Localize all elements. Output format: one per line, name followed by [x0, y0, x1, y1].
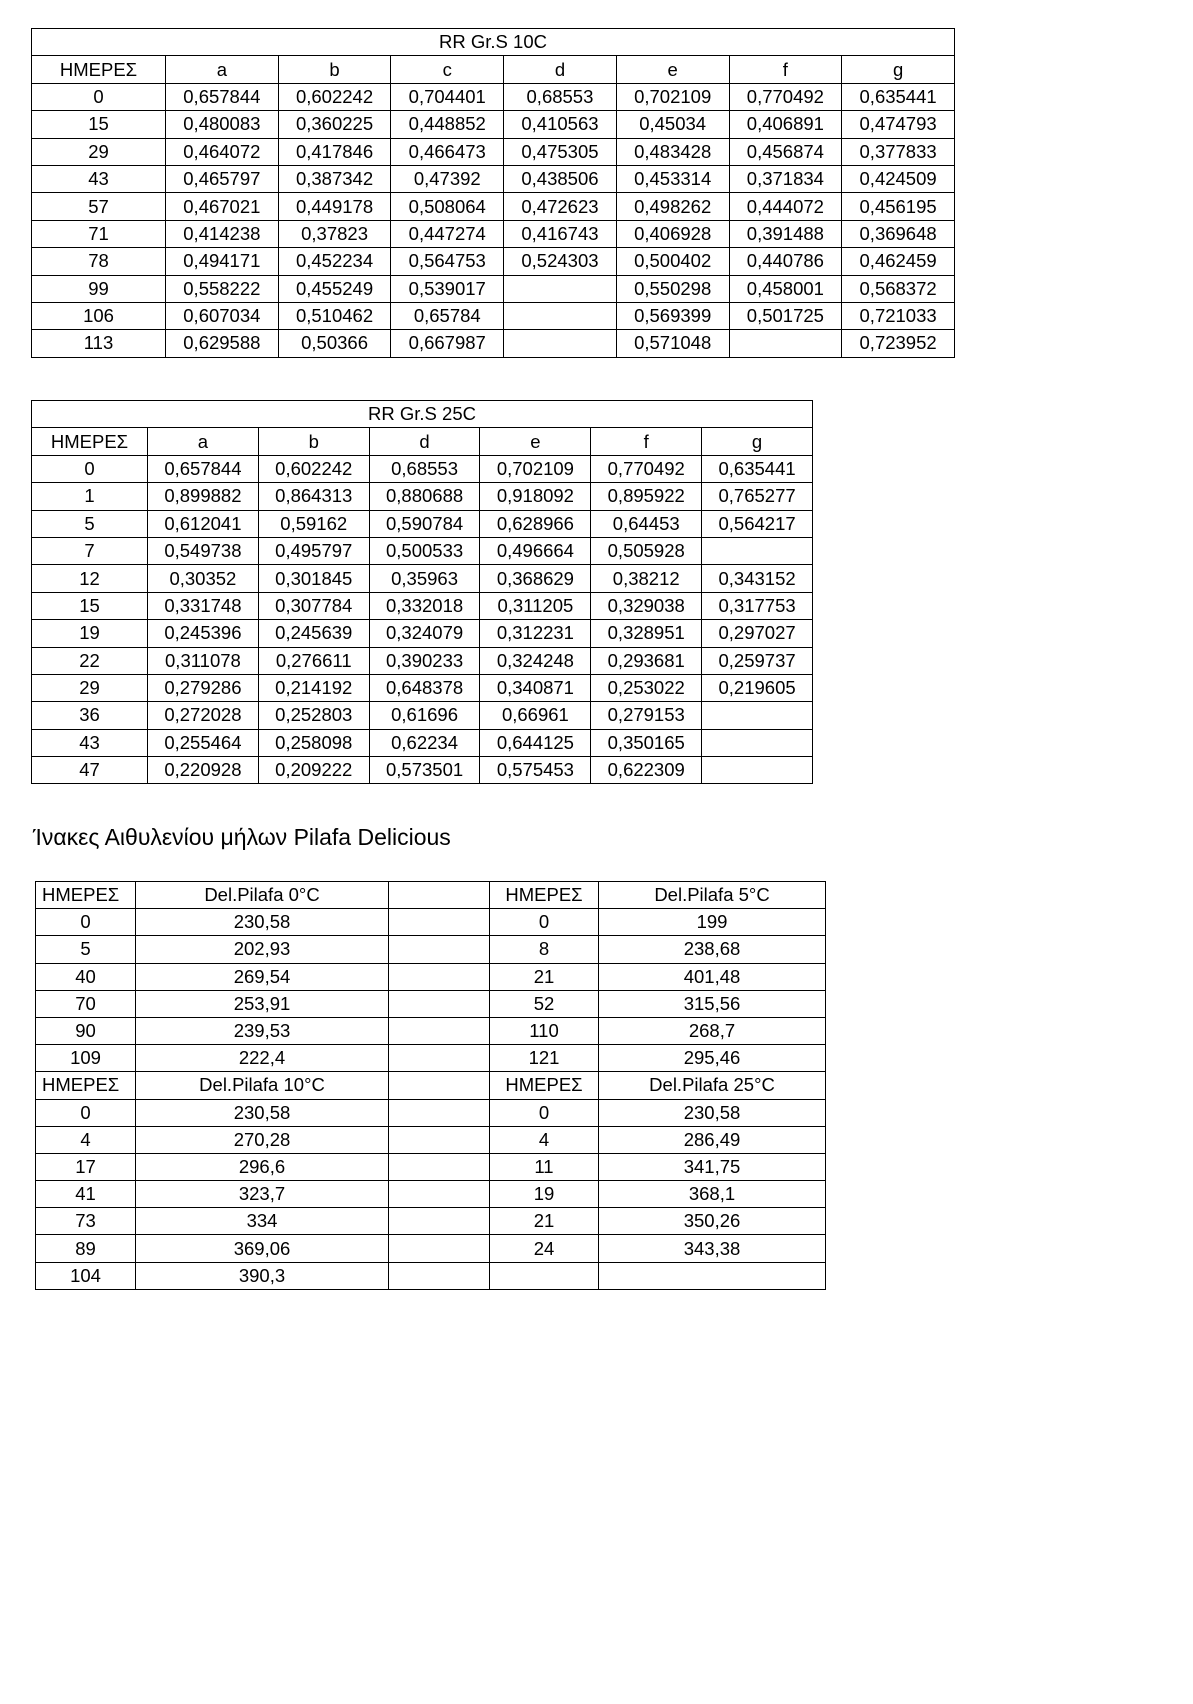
value-cell: 0,61696 [369, 702, 480, 729]
value-cell: 0,496664 [480, 537, 591, 564]
value-cell: 0,62234 [369, 729, 480, 756]
value-cell: 0,494171 [166, 248, 279, 275]
value-cell: 0,456874 [729, 138, 842, 165]
value-cell: 334 [136, 1208, 389, 1235]
table-row [36, 1181, 826, 1208]
value-cell: 0,558222 [166, 275, 279, 302]
day-cell: 43 [32, 729, 148, 756]
value-cell: 0,568372 [842, 275, 955, 302]
value-cell: 0,65784 [391, 302, 504, 329]
value-cell: 0,50366 [278, 330, 391, 357]
value-cell: 0,444072 [729, 193, 842, 220]
value-cell: 0,209222 [258, 757, 369, 784]
column-header: f [729, 56, 842, 83]
value-cell: 0,406891 [729, 111, 842, 138]
value-cell: 0,245396 [148, 620, 259, 647]
value-cell: 0,406928 [616, 220, 729, 247]
value-cell: 0,301845 [258, 565, 369, 592]
value-cell: 0,447274 [391, 220, 504, 247]
value-cell: 0,297027 [702, 620, 813, 647]
column-header: e [480, 428, 591, 455]
value-cell: 0,590784 [369, 510, 480, 537]
table-row [36, 1126, 826, 1153]
value-cell: 0,702109 [480, 455, 591, 482]
day-cell: 12 [32, 565, 148, 592]
table-rr-grs-10c [31, 28, 955, 358]
value-cell: 0,602242 [278, 83, 391, 110]
table-row [36, 963, 826, 990]
value-cell: 0,417846 [278, 138, 391, 165]
table-row [32, 83, 955, 110]
value-cell: 0,245639 [258, 620, 369, 647]
table-row [36, 1099, 826, 1126]
day-cell: 73 [36, 1208, 136, 1235]
value-cell: 0,68553 [369, 455, 480, 482]
value-cell: 270,28 [136, 1126, 389, 1153]
value-cell: 390,3 [136, 1262, 389, 1289]
table-row [32, 275, 955, 302]
value-cell: 0,328951 [591, 620, 702, 647]
value-cell: 52 [490, 990, 599, 1017]
value-cell: 368,1 [599, 1181, 826, 1208]
value-cell: 239,53 [136, 1017, 389, 1044]
table-title: RR Gr.S 10C [32, 29, 955, 56]
value-cell: Del.Pilafa 10°C [136, 1072, 389, 1099]
value-cell: 0,66961 [480, 702, 591, 729]
value-cell [504, 275, 617, 302]
value-cell: 0,501725 [729, 302, 842, 329]
table-row [32, 455, 813, 482]
value-cell [702, 729, 813, 756]
table-row [36, 1072, 826, 1099]
section-heading: Ίνακες Αιθυλενίου μήλων Pilafa Delicious [33, 824, 451, 850]
day-cell: 90 [36, 1017, 136, 1044]
table-row [32, 592, 813, 619]
value-cell: 0,539017 [391, 275, 504, 302]
value-cell: 21 [490, 1208, 599, 1235]
value-cell: 0,343152 [702, 565, 813, 592]
value-cell: 0,340871 [480, 674, 591, 701]
value-cell [389, 1126, 490, 1153]
value-cell: 0,657844 [148, 455, 259, 482]
value-cell: 341,75 [599, 1153, 826, 1180]
day-cell: 29 [32, 674, 148, 701]
table-row [32, 510, 813, 537]
value-cell [389, 1017, 490, 1044]
value-cell: 0,387342 [278, 165, 391, 192]
value-cell: 0,219605 [702, 674, 813, 701]
value-cell: 0,424509 [842, 165, 955, 192]
value-cell: 0,30352 [148, 565, 259, 592]
table-row [32, 483, 813, 510]
value-cell: 0,571048 [616, 330, 729, 357]
value-cell: 0,475305 [504, 138, 617, 165]
value-cell: 0,214192 [258, 674, 369, 701]
value-cell: 0,765277 [702, 483, 813, 510]
value-cell [389, 1208, 490, 1235]
day-cell: 41 [36, 1181, 136, 1208]
day-cell: 47 [32, 757, 148, 784]
value-cell: 0,569399 [616, 302, 729, 329]
table-row [32, 193, 955, 220]
value-cell: 0,449178 [278, 193, 391, 220]
value-cell: 0,324079 [369, 620, 480, 647]
table-row [36, 1262, 826, 1289]
value-cell: 0,465797 [166, 165, 279, 192]
table-row [32, 674, 813, 701]
table-row [32, 757, 813, 784]
value-cell: 0,38212 [591, 565, 702, 592]
value-cell: 296,6 [136, 1153, 389, 1180]
day-cell: 0 [32, 455, 148, 482]
value-cell: 295,46 [599, 1045, 826, 1072]
value-cell [389, 990, 490, 1017]
value-cell [389, 1262, 490, 1289]
day-cell: 36 [32, 702, 148, 729]
column-header: d [504, 56, 617, 83]
value-cell: 0,510462 [278, 302, 391, 329]
table-row [36, 936, 826, 963]
value-cell: 0,279286 [148, 674, 259, 701]
day-cell: 17 [36, 1153, 136, 1180]
column-header: g [702, 428, 813, 455]
value-cell: 0,575453 [480, 757, 591, 784]
value-cell: 0,255464 [148, 729, 259, 756]
value-cell: 0,480083 [166, 111, 279, 138]
value-cell: 0,500533 [369, 537, 480, 564]
value-cell: 0,455249 [278, 275, 391, 302]
column-header: e [616, 56, 729, 83]
value-cell: 0,918092 [480, 483, 591, 510]
value-cell [389, 882, 490, 909]
value-cell: 0,549738 [148, 537, 259, 564]
value-cell: 323,7 [136, 1181, 389, 1208]
value-cell: 0,472623 [504, 193, 617, 220]
value-cell: 0,350165 [591, 729, 702, 756]
column-header: b [278, 56, 391, 83]
value-cell: 0,371834 [729, 165, 842, 192]
value-cell: 369,06 [136, 1235, 389, 1262]
value-cell: 222,4 [136, 1045, 389, 1072]
value-cell: 0,602242 [258, 455, 369, 482]
table-row [32, 647, 813, 674]
day-cell: 43 [32, 165, 166, 192]
value-cell: 0,377833 [842, 138, 955, 165]
value-cell: 0,452234 [278, 248, 391, 275]
value-cell: ΗΜΕΡΕΣ [490, 882, 599, 909]
value-cell: 0,64453 [591, 510, 702, 537]
value-cell [389, 1181, 490, 1208]
day-cell: 5 [32, 510, 148, 537]
value-cell: 0,550298 [616, 275, 729, 302]
value-cell: 0,702109 [616, 83, 729, 110]
day-cell: 15 [32, 111, 166, 138]
day-cell: 40 [36, 963, 136, 990]
value-cell: 0,37823 [278, 220, 391, 247]
value-cell: 0,721033 [842, 302, 955, 329]
day-cell: ΗΜΕΡΕΣ [36, 1072, 136, 1099]
value-cell: 0,644125 [480, 729, 591, 756]
value-cell: 0,635441 [842, 83, 955, 110]
value-cell: 0 [490, 1099, 599, 1126]
value-cell: 0,564753 [391, 248, 504, 275]
table-title: RR Gr.S 25C [32, 401, 813, 428]
value-cell: 0,498262 [616, 193, 729, 220]
value-cell: 0,524303 [504, 248, 617, 275]
value-cell: 0,880688 [369, 483, 480, 510]
value-cell: 0,704401 [391, 83, 504, 110]
value-cell: 0,272028 [148, 702, 259, 729]
value-cell: 110 [490, 1017, 599, 1044]
table-row [32, 330, 955, 357]
value-cell [504, 330, 617, 357]
value-cell: 0,253022 [591, 674, 702, 701]
value-cell: 0,629588 [166, 330, 279, 357]
value-cell: 0,770492 [591, 455, 702, 482]
table-row [36, 1208, 826, 1235]
value-cell: 0,667987 [391, 330, 504, 357]
value-cell: 0,607034 [166, 302, 279, 329]
value-cell [599, 1262, 826, 1289]
value-cell: 0,331748 [148, 592, 259, 619]
day-cell: 19 [32, 620, 148, 647]
table-row [36, 1045, 826, 1072]
value-cell [702, 702, 813, 729]
value-cell: 24 [490, 1235, 599, 1262]
value-cell: 0,220928 [148, 757, 259, 784]
table-row [32, 138, 955, 165]
value-cell: 0,35963 [369, 565, 480, 592]
table-row [32, 565, 813, 592]
value-cell [389, 1072, 490, 1099]
value-cell: 0,508064 [391, 193, 504, 220]
header-row [32, 428, 813, 455]
value-cell: 0,466473 [391, 138, 504, 165]
day-cell: 4 [36, 1126, 136, 1153]
table-row [32, 729, 813, 756]
value-cell: 238,68 [599, 936, 826, 963]
value-cell: 0,360225 [278, 111, 391, 138]
table-row [32, 165, 955, 192]
column-header: d [369, 428, 480, 455]
value-cell [389, 1045, 490, 1072]
value-cell: 0,332018 [369, 592, 480, 619]
value-cell: 268,7 [599, 1017, 826, 1044]
day-cell: 1 [32, 483, 148, 510]
table-row [36, 990, 826, 1017]
column-header: f [591, 428, 702, 455]
day-cell: 78 [32, 248, 166, 275]
value-cell: 0,456195 [842, 193, 955, 220]
table-row [36, 1235, 826, 1262]
value-cell: 21 [490, 963, 599, 990]
value-cell: 0,895922 [591, 483, 702, 510]
value-cell: 0,438506 [504, 165, 617, 192]
value-cell: 0,628966 [480, 510, 591, 537]
value-cell [729, 330, 842, 357]
table-row [36, 1017, 826, 1044]
day-cell: 0 [32, 83, 166, 110]
value-cell: 0,899882 [148, 483, 259, 510]
value-cell: 0,369648 [842, 220, 955, 247]
value-cell: 0,505928 [591, 537, 702, 564]
value-cell: 315,56 [599, 990, 826, 1017]
value-cell: 0,307784 [258, 592, 369, 619]
value-cell: 0,59162 [258, 510, 369, 537]
day-cell: 0 [36, 1099, 136, 1126]
value-cell: 0,317753 [702, 592, 813, 619]
value-cell: 0,252803 [258, 702, 369, 729]
value-cell: 0,448852 [391, 111, 504, 138]
value-cell: Del.Pilafa 25°C [599, 1072, 826, 1099]
value-cell [389, 909, 490, 936]
value-cell: 0,464072 [166, 138, 279, 165]
day-cell: 89 [36, 1235, 136, 1262]
value-cell [702, 757, 813, 784]
value-cell: 401,48 [599, 963, 826, 990]
table-rr-grs-25c [31, 400, 813, 784]
value-cell: 0,573501 [369, 757, 480, 784]
value-cell [389, 963, 490, 990]
value-cell: 0,458001 [729, 275, 842, 302]
value-cell: 0,500402 [616, 248, 729, 275]
day-cell: 22 [32, 647, 148, 674]
value-cell: 0,276611 [258, 647, 369, 674]
value-cell: 230,58 [136, 909, 389, 936]
value-cell: 230,58 [599, 1099, 826, 1126]
value-cell: 0,416743 [504, 220, 617, 247]
value-cell: 121 [490, 1045, 599, 1072]
value-cell: 0,45034 [616, 111, 729, 138]
value-cell: 0,622309 [591, 757, 702, 784]
value-cell: 0,329038 [591, 592, 702, 619]
day-cell: 7 [32, 537, 148, 564]
value-cell [389, 936, 490, 963]
table-row [32, 537, 813, 564]
header-row [32, 56, 955, 83]
day-cell: 104 [36, 1262, 136, 1289]
value-cell: 0,462459 [842, 248, 955, 275]
value-cell: 202,93 [136, 936, 389, 963]
value-cell [389, 1235, 490, 1262]
table-row [32, 302, 955, 329]
value-cell: 0,311205 [480, 592, 591, 619]
value-cell: 0,368629 [480, 565, 591, 592]
value-cell: 230,58 [136, 1099, 389, 1126]
column-header: ΗΜΕΡΕΣ [32, 428, 148, 455]
value-cell: 0,312231 [480, 620, 591, 647]
value-cell: 0 [490, 909, 599, 936]
value-cell: 0,648378 [369, 674, 480, 701]
table-row [36, 1153, 826, 1180]
value-cell: 199 [599, 909, 826, 936]
value-cell: 4 [490, 1126, 599, 1153]
value-cell: 253,91 [136, 990, 389, 1017]
value-cell: 286,49 [599, 1126, 826, 1153]
value-cell: 0,324248 [480, 647, 591, 674]
value-cell: 0,564217 [702, 510, 813, 537]
value-cell: 350,26 [599, 1208, 826, 1235]
value-cell: 0,68553 [504, 83, 617, 110]
value-cell: 0,414238 [166, 220, 279, 247]
table-ethylene-pilafa-delicious [35, 881, 826, 1290]
table-row [32, 620, 813, 647]
day-cell: 0 [36, 909, 136, 936]
value-cell [702, 537, 813, 564]
day-cell: 71 [32, 220, 166, 247]
value-cell: 8 [490, 936, 599, 963]
value-cell: Del.Pilafa 0°C [136, 882, 389, 909]
value-cell: 0,279153 [591, 702, 702, 729]
column-header: c [391, 56, 504, 83]
value-cell [504, 302, 617, 329]
value-cell: 0,293681 [591, 647, 702, 674]
value-cell: 0,47392 [391, 165, 504, 192]
value-cell: 0,474793 [842, 111, 955, 138]
value-cell: 0,467021 [166, 193, 279, 220]
day-cell: 106 [32, 302, 166, 329]
value-cell: ΗΜΕΡΕΣ [490, 1072, 599, 1099]
value-cell: 0,612041 [148, 510, 259, 537]
value-cell: 0,259737 [702, 647, 813, 674]
value-cell: 343,38 [599, 1235, 826, 1262]
value-cell: 0,770492 [729, 83, 842, 110]
value-cell: 0,258098 [258, 729, 369, 756]
day-cell: 109 [36, 1045, 136, 1072]
day-cell: 5 [36, 936, 136, 963]
value-cell [490, 1262, 599, 1289]
day-cell: 29 [32, 138, 166, 165]
value-cell: 0,495797 [258, 537, 369, 564]
value-cell: Del.Pilafa 5°C [599, 882, 826, 909]
day-cell: 113 [32, 330, 166, 357]
value-cell: 0,635441 [702, 455, 813, 482]
day-cell: ΗΜΕΡΕΣ [36, 882, 136, 909]
value-cell [389, 1153, 490, 1180]
table-row [36, 882, 826, 909]
day-cell: 57 [32, 193, 166, 220]
column-header: g [842, 56, 955, 83]
value-cell: 19 [490, 1181, 599, 1208]
value-cell: 0,864313 [258, 483, 369, 510]
day-cell: 15 [32, 592, 148, 619]
value-cell: 0,483428 [616, 138, 729, 165]
column-header: a [166, 56, 279, 83]
value-cell: 0,410563 [504, 111, 617, 138]
column-header: b [258, 428, 369, 455]
value-cell: 0,391488 [729, 220, 842, 247]
table-row [36, 909, 826, 936]
value-cell: 0,723952 [842, 330, 955, 357]
day-cell: 70 [36, 990, 136, 1017]
column-header: a [148, 428, 259, 455]
table-row [32, 702, 813, 729]
table-row [32, 248, 955, 275]
value-cell: 0,390233 [369, 647, 480, 674]
value-cell [389, 1099, 490, 1126]
value-cell: 0,440786 [729, 248, 842, 275]
value-cell: 0,453314 [616, 165, 729, 192]
value-cell: 0,657844 [166, 83, 279, 110]
day-cell: 99 [32, 275, 166, 302]
value-cell: 0,311078 [148, 647, 259, 674]
table-row [32, 111, 955, 138]
table-row [32, 220, 955, 247]
column-header: ΗΜΕΡΕΣ [32, 56, 166, 83]
value-cell: 11 [490, 1153, 599, 1180]
value-cell: 269,54 [136, 963, 389, 990]
